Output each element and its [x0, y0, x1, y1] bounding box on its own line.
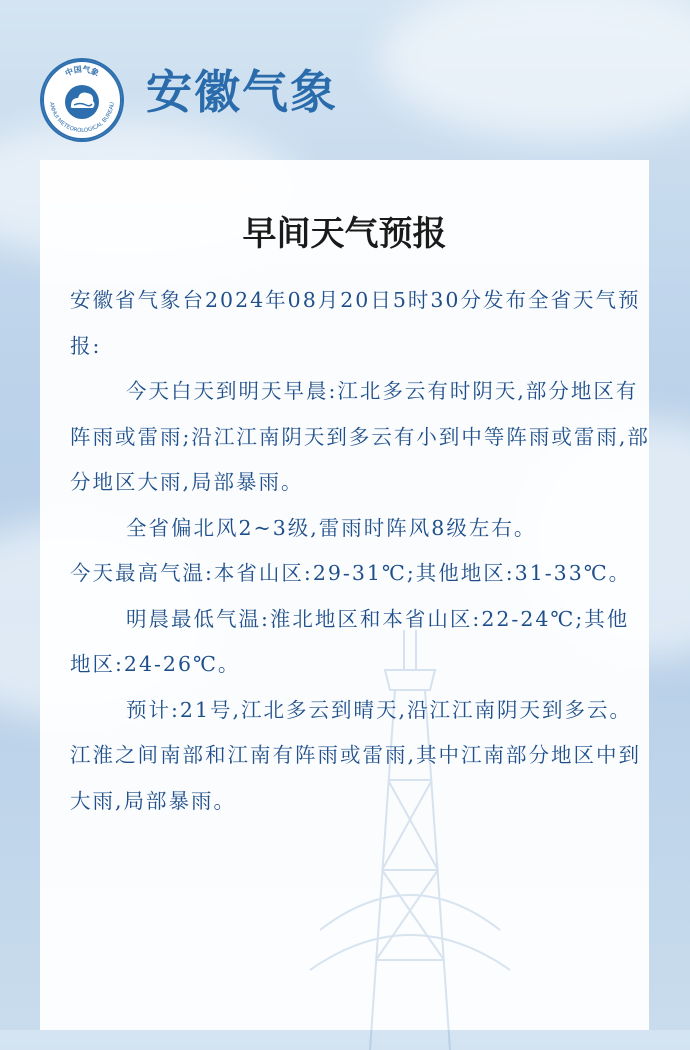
max-temp-paragraph: 今天最高气温:本省山区:29-31℃;其他地区:31-33℃。: [70, 561, 632, 585]
bureau-logo: [40, 58, 124, 142]
svg-text:中国气象: [63, 64, 100, 78]
issuance-paragraph: 安徽省气象台2024年08月20日5时30分发布全省天气预报:: [70, 288, 641, 358]
logo-en-text: ANHUI METEOROLOGICAL BUREAU: [48, 101, 116, 135]
logo-cn-text: 中国气象: [63, 64, 101, 79]
report-title: 早间天气预报: [242, 214, 447, 254]
min-temp-paragraph: 明晨最低气温:淮北地区和本省山区:22-24℃;其他地区:24-26℃。: [70, 606, 630, 676]
brand-name: 安徽气象: [146, 65, 338, 119]
wind-paragraph: 全省偏北风2~3级,雷雨时阵风8级左右。: [126, 515, 537, 540]
forecast-text: [70, 278, 650, 824]
background-cloud: [380, 0, 690, 140]
outlook-paragraph: 预计:21号,江北多云到晴天,沿江江南阴天到多云。江淮之间南部和江南有阵雨或雷雨,其中江南部分地区中到大雨,局部暴雨。: [70, 697, 642, 813]
forecast-card: [40, 160, 649, 1030]
forecast-paragraph: 今天白天到明天早晨:江北多云有时阴天,部分地区有阵雨或雷雨;沿江江南阴天到多云有小到中等阵雨或雷雨,部分地区大雨,局部暴雨。: [70, 379, 650, 494]
